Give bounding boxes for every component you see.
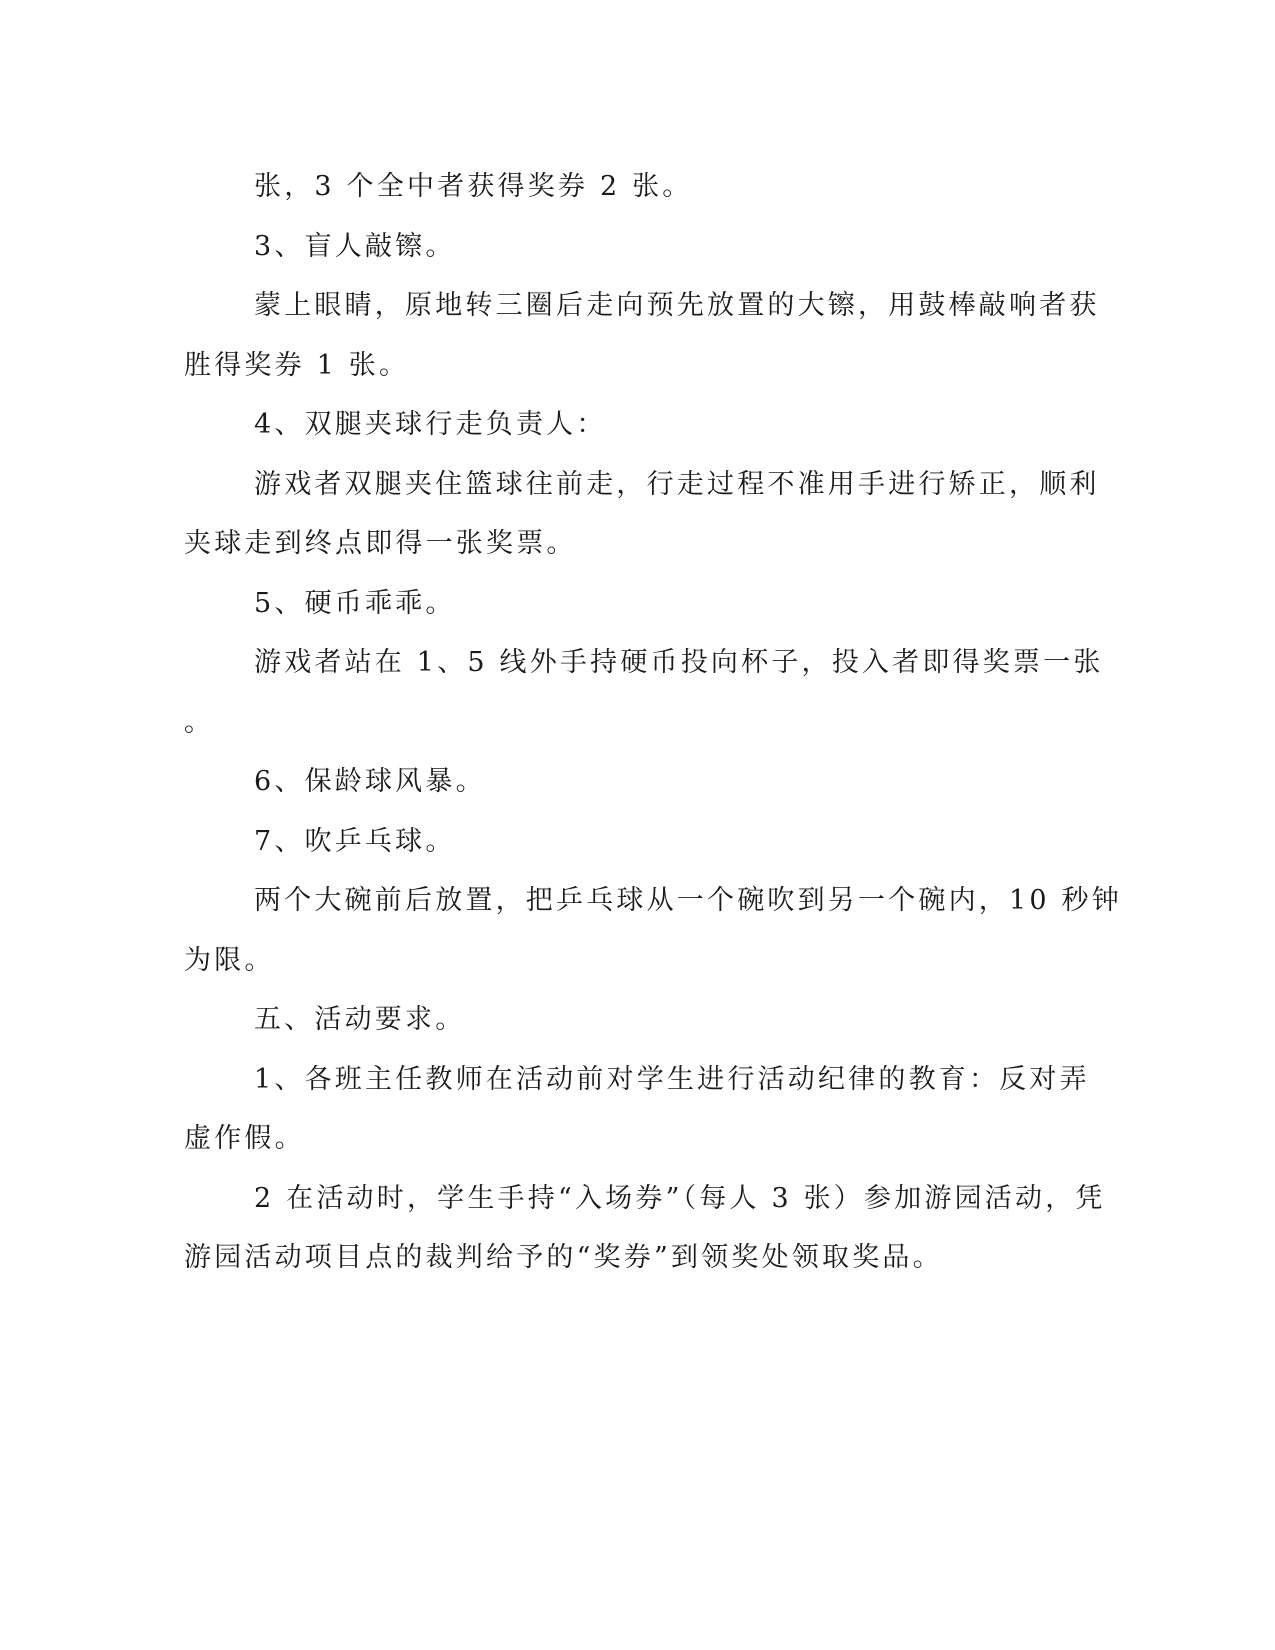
text-line: 张，3 个全中者获得奖券 2 张。	[254, 171, 693, 202]
text-line: 五、活动要求。	[254, 1004, 466, 1035]
text-line: 4、双腿夹球行走负责人：	[254, 409, 607, 440]
document-body	[184, 157, 1122, 1288]
text-line: 3、盲人敲镲。	[254, 230, 456, 262]
text-line: 虚作假。	[184, 1123, 305, 1154]
text-line: 7、吹乒乓球。	[254, 825, 456, 857]
text-line: 两个大碗前后放置，把乒乓球从一个碗吹到另一个碗内，10 秒钟	[254, 885, 1122, 916]
text-line: 游戏者站在 1、5 线外手持硬币投向杯子，投入者即得奖票一张	[254, 647, 1104, 678]
text-line: 夹球走到终点即得一张奖票。	[184, 528, 577, 559]
text-line: 1、各班主任教师在活动前对学生进行活动纪律的教育：反对弄	[254, 1063, 1090, 1095]
text-line: 胜得奖券 1 张。	[184, 349, 410, 381]
text-line: 。	[184, 706, 215, 738]
text-line: 5、硬币乖乖。	[254, 587, 456, 619]
text-line: 2 在活动时，学生手持“入场券”（每人 3 张）参加游园活动，凭	[254, 1182, 1106, 1214]
text-line: 蒙上眼睛，原地转三圈后走向预先放置的大镲，用鼓棒敲响者获	[254, 290, 1100, 321]
text-line: 为限。	[184, 944, 275, 976]
text-line: 游戏者双腿夹住篮球往前走，行走过程不准用手进行矫正，顺利	[254, 468, 1100, 500]
text-line: 游园活动项目点的裁判给予的“奖券”到领奖处领取奖品。	[184, 1242, 943, 1273]
text-line: 6、保龄球风暴。	[254, 766, 486, 797]
